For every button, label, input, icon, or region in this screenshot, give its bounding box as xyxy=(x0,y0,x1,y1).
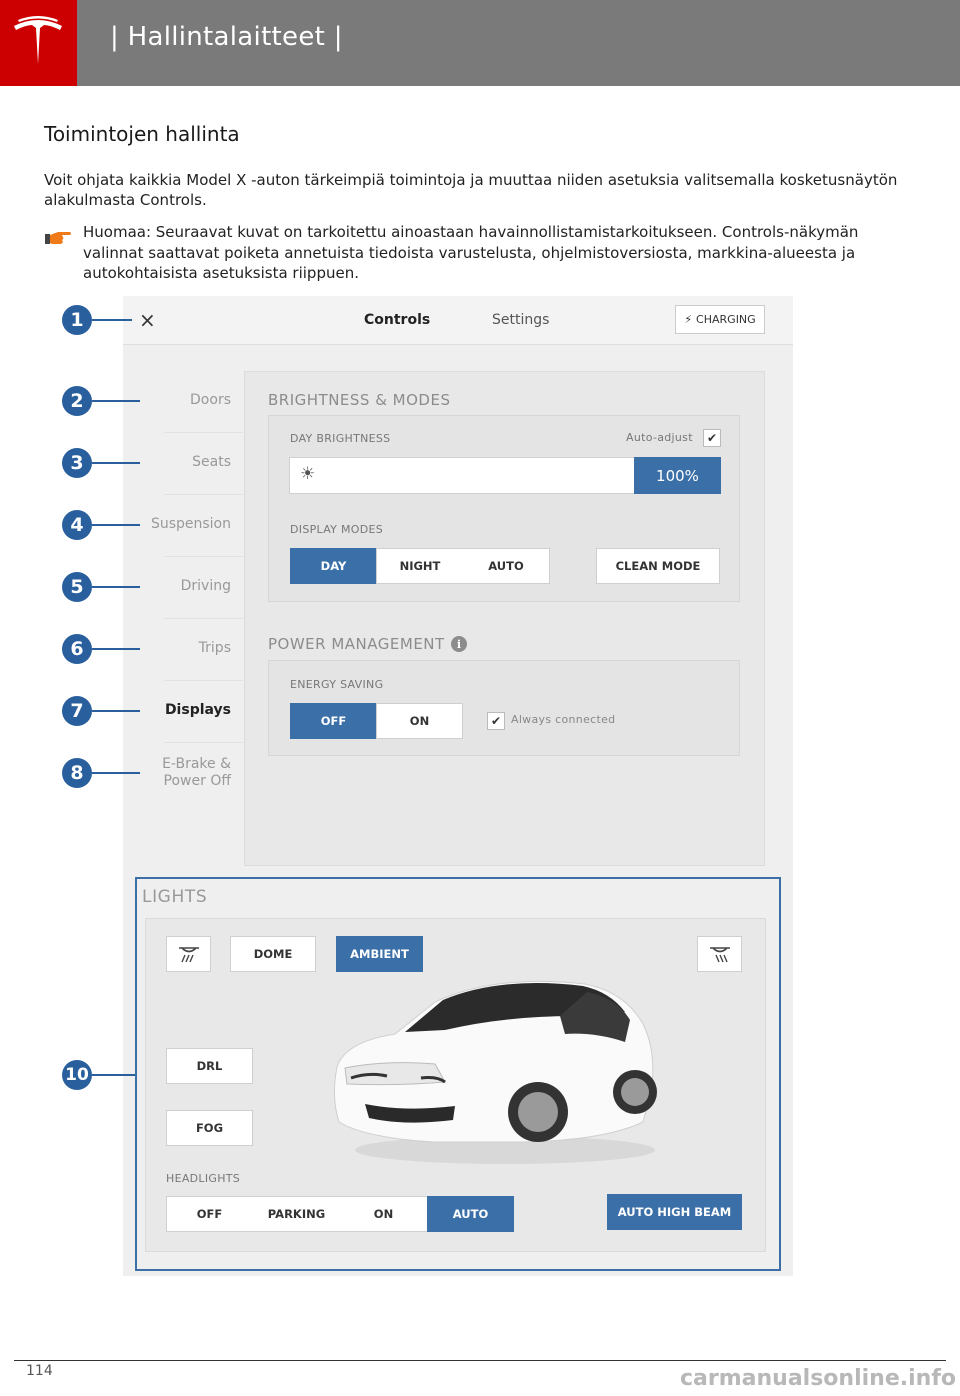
sidebar-item-power-off[interactable]: Power Off xyxy=(163,773,231,789)
callout-line xyxy=(92,710,140,712)
section-title: Toimintojen hallinta xyxy=(44,122,240,146)
headlight-parking-button[interactable]: PARKING xyxy=(254,1197,339,1231)
callout-6: 6 xyxy=(62,634,92,664)
clean-mode-button[interactable]: CLEAN MODE xyxy=(596,548,720,584)
callout-line xyxy=(92,319,132,321)
sidebar-item-trips[interactable]: Trips xyxy=(198,640,231,656)
brightness-value[interactable]: 100% xyxy=(634,457,721,494)
watermark: carmanualsonline.info xyxy=(680,1366,956,1391)
callout-8: 8 xyxy=(62,758,92,788)
headlight-auto-button[interactable]: AUTO xyxy=(427,1196,514,1232)
auto-high-beam-button[interactable]: AUTO HIGH BEAM xyxy=(607,1194,742,1230)
page-number: 114 xyxy=(26,1363,53,1379)
headlight-on-button[interactable]: ON xyxy=(341,1197,426,1231)
callout-line xyxy=(92,524,140,526)
auto-adjust-label: Auto-adjust xyxy=(626,431,693,444)
energy-saving-label: ENERGY SAVING xyxy=(290,678,384,691)
callout-7: 7 xyxy=(62,696,92,726)
charging-label: CHARGING xyxy=(696,313,756,326)
sun-icon: ☀ xyxy=(300,464,316,484)
mode-day-button[interactable]: DAY xyxy=(290,548,377,584)
energy-off-button[interactable]: OFF xyxy=(290,703,377,739)
callout-line xyxy=(92,400,140,402)
divider xyxy=(164,618,243,619)
sidebar-item-doors[interactable]: Doors xyxy=(190,392,231,408)
day-brightness-label: DAY BRIGHTNESS xyxy=(290,432,391,445)
fog-button[interactable]: FOG xyxy=(166,1110,253,1146)
divider xyxy=(164,742,243,743)
callout-line xyxy=(92,648,140,650)
sidebar-item-suspension[interactable]: Suspension xyxy=(150,516,231,532)
lightning-icon: ⚡ xyxy=(684,313,693,326)
mode-night-button[interactable]: NIGHT xyxy=(378,549,462,583)
callout-5: 5 xyxy=(62,572,92,602)
divider xyxy=(164,556,243,557)
callout-4: 4 xyxy=(62,510,92,540)
mode-auto-button[interactable]: AUTO xyxy=(464,549,548,583)
ambient-button[interactable]: AMBIENT xyxy=(336,936,423,972)
energy-on-button[interactable]: ON xyxy=(376,703,463,739)
auto-adjust-checkbox[interactable]: ✔ xyxy=(703,429,721,447)
footer-divider xyxy=(14,1360,946,1361)
brightness-slider[interactable] xyxy=(289,457,635,494)
sidebar-item-seats[interactable]: Seats xyxy=(192,454,231,470)
callout-10: 10 xyxy=(62,1060,92,1090)
car-image xyxy=(325,972,665,1172)
dome-button[interactable]: DOME xyxy=(230,936,316,972)
front-fog-right-button[interactable] xyxy=(697,936,742,972)
tesla-logo-icon xyxy=(0,0,77,86)
callout-line xyxy=(92,462,140,464)
charging-button[interactable] xyxy=(675,305,765,334)
intro-paragraph: Voit ohjata kaikkia Model X -auton tärkeimpiä toimintoja ja muuttaa niiden asetuksia valitsemalla kosketusnäytön alakulmasta Controls. xyxy=(44,171,898,209)
tab-settings[interactable]: Settings xyxy=(492,312,550,328)
always-connected-checkbox[interactable]: ✔ xyxy=(487,712,505,730)
callout-line xyxy=(92,586,140,588)
divider xyxy=(164,680,243,681)
close-icon[interactable]: × xyxy=(139,308,156,332)
power-heading: POWER MANAGEMENT xyxy=(268,635,445,653)
drl-button[interactable]: DRL xyxy=(166,1048,253,1084)
info-icon[interactable]: i xyxy=(451,636,467,652)
divider xyxy=(164,494,243,495)
sidebar-item-displays[interactable]: Displays xyxy=(164,702,231,718)
header-title: | Hallintalaitteet | xyxy=(110,22,343,52)
sidebar-item-driving[interactable]: Driving xyxy=(180,578,231,594)
brightness-heading: BRIGHTNESS & MODES xyxy=(268,391,451,409)
callout-line xyxy=(92,772,140,774)
divider xyxy=(164,432,243,433)
callout-1: 1 xyxy=(62,305,92,335)
note-paragraph: Huomaa: Seuraavat kuvat on tarkoitettu ainoastaan havainnollistamistarkoitukseen. Controls-näkymän valinnat saattavat poiketa annetuista tiedoista varustelusta, ohjelmistoversiosta, markkina-alueesta ja autokohtaisista asetuksista riippuen. xyxy=(83,223,859,282)
callout-2: 2 xyxy=(62,386,92,416)
headlights-label: HEADLIGHTS xyxy=(166,1172,241,1185)
callout-line xyxy=(92,1074,135,1076)
display-modes-label: DISPLAY MODES xyxy=(290,523,384,536)
headlight-right-icon xyxy=(707,943,733,965)
pointing-hand-icon xyxy=(44,226,72,248)
headlight-off-button[interactable]: OFF xyxy=(167,1197,252,1231)
always-connected-label: Always connected xyxy=(511,713,616,726)
callout-3: 3 xyxy=(62,448,92,478)
headlight-left-icon xyxy=(176,943,202,965)
tesla-logo xyxy=(0,0,77,86)
front-fog-left-button[interactable] xyxy=(166,936,211,972)
tab-controls[interactable]: Controls xyxy=(364,312,431,328)
lights-heading: LIGHTS xyxy=(142,887,208,907)
sidebar-item-ebrake[interactable]: E-Brake & xyxy=(162,756,231,772)
